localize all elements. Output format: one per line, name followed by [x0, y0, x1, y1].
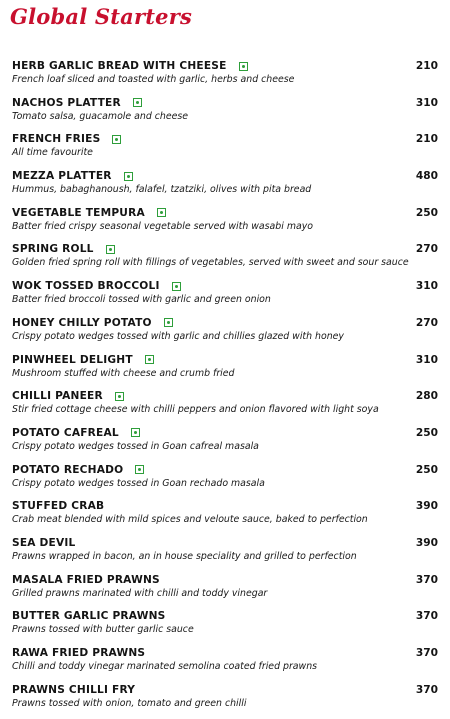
menu-item [12, 169, 438, 206]
menu-item-name: STUFFED CRAB [12, 500, 105, 513]
menu-item-header [12, 353, 438, 367]
menu-item-header [12, 499, 438, 513]
menu-item-description: Mushroom stuffed with cheese and crumb fried [12, 367, 235, 379]
menu-item-name: PRAWNS CHILLI FRY [12, 683, 136, 696]
menu-item-header [12, 683, 438, 697]
menu-item [12, 279, 438, 316]
menu-item-header [12, 169, 438, 183]
menu-item [12, 59, 438, 96]
menu-item-header [12, 59, 438, 73]
menu-item-description: All time favourite [12, 147, 93, 159]
menu-item [12, 463, 438, 500]
menu-item-description: Crab meat blended with mild spices and veloute sauce, baked to perfection [12, 514, 368, 526]
menu-item-description: Golden fried spring roll with fillings of vegetables, served with sweet and sour sauce [12, 257, 409, 269]
menu-item-header [12, 96, 438, 110]
menu-item [12, 426, 438, 463]
veg-indicator-icon [172, 282, 181, 291]
menu-item-description: Batter fried broccoli tossed with garlic and green onion [12, 294, 271, 306]
veg-indicator-icon [106, 245, 115, 254]
menu-item-description: Stir fried cottage cheese with chilli peppers and onion flavored with light soya [12, 404, 379, 416]
menu-item-description: French loaf sliced and toasted with garlic, herbs and cheese [12, 74, 295, 85]
veg-indicator-icon [135, 465, 144, 474]
menu-item-name: HERB GARLIC BREAD WITH CHEESE [12, 60, 227, 72]
menu-item-header [12, 316, 438, 330]
menu-item-price: 250 [415, 426, 438, 439]
menu-item-header [12, 463, 438, 477]
menu-item-description: Chilli and toddy vinegar marinated semolina coated fried prawns [12, 661, 318, 672]
veg-indicator-icon [145, 355, 154, 364]
veg-indicator-icon [124, 172, 133, 181]
menu-item-description: Crispy potato wedges tossed with garlic and chillies glazed with honey [12, 330, 344, 342]
menu-item [12, 573, 438, 610]
menu-item-header [12, 389, 438, 403]
menu-item-name: NACHOS PLATTER [12, 96, 121, 109]
menu-item-header [12, 646, 438, 660]
menu-item-header [12, 536, 438, 550]
menu-item-name: SPRING ROLL [12, 243, 94, 256]
menu-item-price: 270 [415, 316, 438, 329]
menu-item [12, 499, 438, 536]
menu-item-price: 280 [415, 390, 438, 403]
menu-item-price: 310 [415, 280, 438, 293]
menu-item-header [12, 206, 438, 220]
menu-item-description: Prawns tossed with onion, tomato and green chilli [12, 697, 247, 709]
menu-item-name: FRENCH FRIES [12, 133, 101, 146]
menu-item-header [12, 426, 438, 440]
menu-item-name: PINWHEEL DELIGHT [12, 353, 133, 366]
veg-indicator-icon [164, 318, 173, 327]
menu-item-price: 250 [415, 463, 438, 476]
menu-item-price: 310 [415, 96, 438, 109]
menu-item [12, 609, 438, 646]
menu-item-name: POTATO CAFREAL [12, 426, 119, 439]
menu-item-price: 250 [415, 206, 438, 219]
menu-item-price: 480 [415, 170, 438, 183]
menu-item-name: CHILLI PANEER [12, 390, 103, 403]
menu-item [12, 683, 438, 719]
menu-title: Global Starters [10, 4, 192, 29]
menu-item-header [12, 279, 438, 293]
veg-indicator-icon [157, 208, 166, 217]
menu-item [12, 353, 438, 390]
veg-indicator-icon [239, 62, 248, 71]
menu-item [12, 316, 438, 353]
menu-item-name: MEZZA PLATTER [12, 170, 112, 183]
menu-item-name: RAWA FRIED PRAWNS [12, 647, 146, 659]
menu-item-name: BUTTER GARLIC PRAWNS [12, 610, 166, 623]
menu-item-header [12, 132, 438, 146]
veg-indicator-icon [133, 98, 142, 107]
menu-item [12, 646, 438, 683]
veg-indicator-icon [112, 135, 121, 144]
menu-item-description: Crispy potato wedges tossed in Goan cafreal masala [12, 440, 259, 452]
veg-indicator-icon [115, 392, 124, 401]
menu-item [12, 96, 438, 133]
menu-item-name: WOK TOSSED BROCCOLI [12, 280, 160, 293]
menu-item-price: 210 [415, 60, 438, 72]
menu-item-price: 390 [415, 536, 438, 549]
menu-item-description: Hummus, babaghanoush, falafel, tzatziki, olives with pita bread [12, 184, 312, 196]
menu-item-description: Crispy potato wedges tossed in Goan rechado masala [12, 477, 265, 489]
menu-item [12, 389, 438, 426]
menu-item-price: 270 [415, 243, 438, 256]
menu-item [12, 132, 438, 169]
menu-item-name: SEA DEVIL [12, 536, 76, 549]
menu-item-price: 310 [415, 353, 438, 366]
menu-item-description: Prawns wrapped in bacon, an in house speciality and grilled to perfection [12, 550, 357, 562]
menu-item-price: 370 [415, 610, 438, 623]
menu-item-header [12, 609, 438, 623]
menu-item [12, 242, 438, 279]
menu-item [12, 536, 438, 573]
menu-list [12, 59, 438, 719]
menu-item-description: Prawns tossed with butter garlic sauce [12, 624, 194, 636]
menu-item-price: 370 [415, 647, 438, 659]
menu-item-price: 210 [415, 133, 438, 146]
menu-item-name: POTATO RECHADO [12, 463, 124, 476]
menu-item-header [12, 242, 438, 256]
menu-item [12, 206, 438, 243]
menu-item-description: Tomato salsa, guacamole and cheese [12, 110, 189, 122]
menu-item-name: MASALA FRIED PRAWNS [12, 573, 160, 586]
menu-item-price: 370 [415, 573, 438, 586]
menu-item-price: 390 [415, 500, 438, 513]
menu-item-description: Grilled prawns marinated with chilli and toddy vinegar [12, 587, 268, 599]
veg-indicator-icon [131, 428, 140, 437]
menu-item-price: 370 [415, 683, 438, 696]
menu-item-name: HONEY CHILLY POTATO [12, 316, 152, 329]
menu-item-description: Batter fried crispy seasonal vegetable served with wasabi mayo [12, 220, 313, 232]
menu-item-header [12, 573, 438, 587]
menu-item-name: VEGETABLE TEMPURA [12, 206, 145, 219]
